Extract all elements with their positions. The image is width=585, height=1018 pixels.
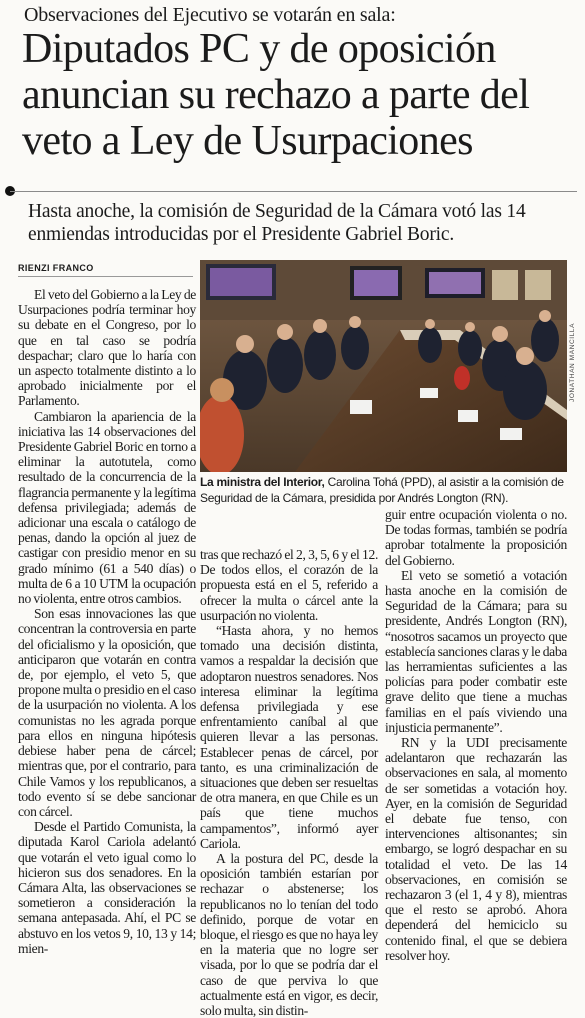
body-column-2 — [200, 547, 378, 1018]
paragraph: A la postura del PC, desde la oposición también estarían por rechazar o abstenerse; los republicanos no lo tenían del todo definido, porque de votar en bloque, el riesgo es que no haya ley en la materia que no logre ser visada, por lo que se podría dar el caso de que perviva lo que actualmente está en vigor, es decir, solo multa, sin distin- — [200, 851, 378, 1018]
paragraph: Son esas innovaciones las que concentran la controversia en parte del oficialismo y la oposición, que anticiparon que votarán en contra de, por ejemplo, el veto 5, que propone multa o presidio en el caso de la usurpación no violenta. A los comunistas no les agrada porque para ellos en ninguna hipótesis debiese haber pena de cárcel; mientras que, por el contrario, para Chile Vamos y los republicanos, a todo evento sí se debe sancionar con cárcel. — [18, 606, 196, 819]
photo-caption — [200, 474, 570, 506]
paragraph: “Hasta ahora, y no hemos tomado una decisión distinta, vamos a respaldar la decisión que adoptaron nuestros senadores. Nos interesa eliminar la legítima defensa privilegiada y ese enfrentamiento caníbal al que quieren llevar a las personas. Establecer penas de cárcel, por tanto, es una criminalización de situaciones que deben ser resueltas de otra manera, en que Chile es un país que tiene muchos campamentos”, informó ayer Cariola. — [200, 623, 378, 851]
headline-divider — [10, 191, 577, 192]
paragraph: RN y la UDI precisamente adelantaron que rechazarán las observaciones en sala, al momento de ser sometidas a votación hoy. Ayer, en la comisión de Seguridad el debate fue tenso, con intervenciones altisonantes; sin embargo, se logró despachar en su totalidad el veto. De las 14 observaciones, en comisión se rechazaron 3 (el 1, 4 y 8), mientras que el resto se aprobó. Ahora dependerá del hemiciclo su contenido final, el que se debiera resolver hoy. — [385, 735, 567, 963]
paragraph: Cambiaron la apariencia de la iniciativa las 14 observaciones del Presidente Gabriel Boric en torno a eliminar la autotutela, como resultado de la concurrencia de la flagrancia permanente y la legítima defensa privilegiada; además de adicionar una escala o catálogo de penas, dando la opción al juez de castigar con presidio menor en su grado mínimo (61 a 540 días) o multa de 6 a 10 UTM la ocupación no violenta, entre otros cambios. — [18, 408, 196, 607]
paragraph: Desde el Partido Comunista, la diputada Karol Cariola adelantó que votarán el veto igual como lo hicieron sus dos senadores. En la Cámara Alta, las observaciones se sometieron a consideración la semana antepasada. Ahí, el PC se abstuvo en los vetos 9, 10, 13 y 14; mien- — [18, 819, 196, 956]
paragraph: El veto del Gobierno a la Ley de Usurpaciones podría terminar hoy su debate en el Congreso, por lo que en tal caso se podría despachar; claro que lo haría con un aspecto totalmente distinto a lo aprobado inicialmente por el Parlamento. — [18, 287, 196, 409]
photo-credit: JONATHAN MANCILLA — [569, 322, 576, 402]
paragraph: tras que rechazó el 2, 3, 5, 6 y el 12. De todos ellos, el corazón de la propuesta está en el 5, referido a ofrecer la multa o cárcel ante la usurpación no violenta. — [200, 547, 378, 623]
paragraph: guir entre ocupación violenta o no. De todas formas, también se podría aprobar totalmente la proposición del Gobierno. — [385, 507, 567, 568]
caption-lead: La ministra del Interior, — [200, 475, 325, 489]
article-deck: Hasta anoche, la comisión de Seguridad de la Cámara votó las 14 enmiendas introducidas por el Presidente Gabriel Boric. — [28, 201, 526, 245]
committee-room-photo — [200, 260, 567, 472]
article-kicker: Observaciones del Ejecutivo se votarán en sala: — [24, 4, 396, 26]
byline: RIENZI FRANCO — [18, 263, 94, 273]
screen-center — [354, 270, 398, 296]
article-headline: Diputados PC y de oposición anuncian su rechazo a parte del veto a Ley de Usurpaciones — [22, 26, 530, 164]
paragraph: El veto se sometió a votación hasta anoche en la comisión de Seguridad de la Cámara; para su presidente, Andrés Longton (RN), “nosotros sacamos un proyecto que establecía sanciones claras y le daba las herramientas suficientes a las policías para poder combatir este grave delito que tiene a muchas familias en el país viviendo una injusticia permanente”. — [385, 567, 567, 735]
screen-right — [429, 272, 481, 294]
caption-text: Carolina Tohá (PPD), al asistir a la comisión de Seguridad de la Cámara, presidida por Andrés Longton (RN). — [200, 475, 564, 505]
body-column-1 — [18, 287, 196, 956]
article-photo — [200, 260, 567, 472]
byline-divider — [18, 276, 193, 277]
body-column-3 — [385, 507, 567, 963]
